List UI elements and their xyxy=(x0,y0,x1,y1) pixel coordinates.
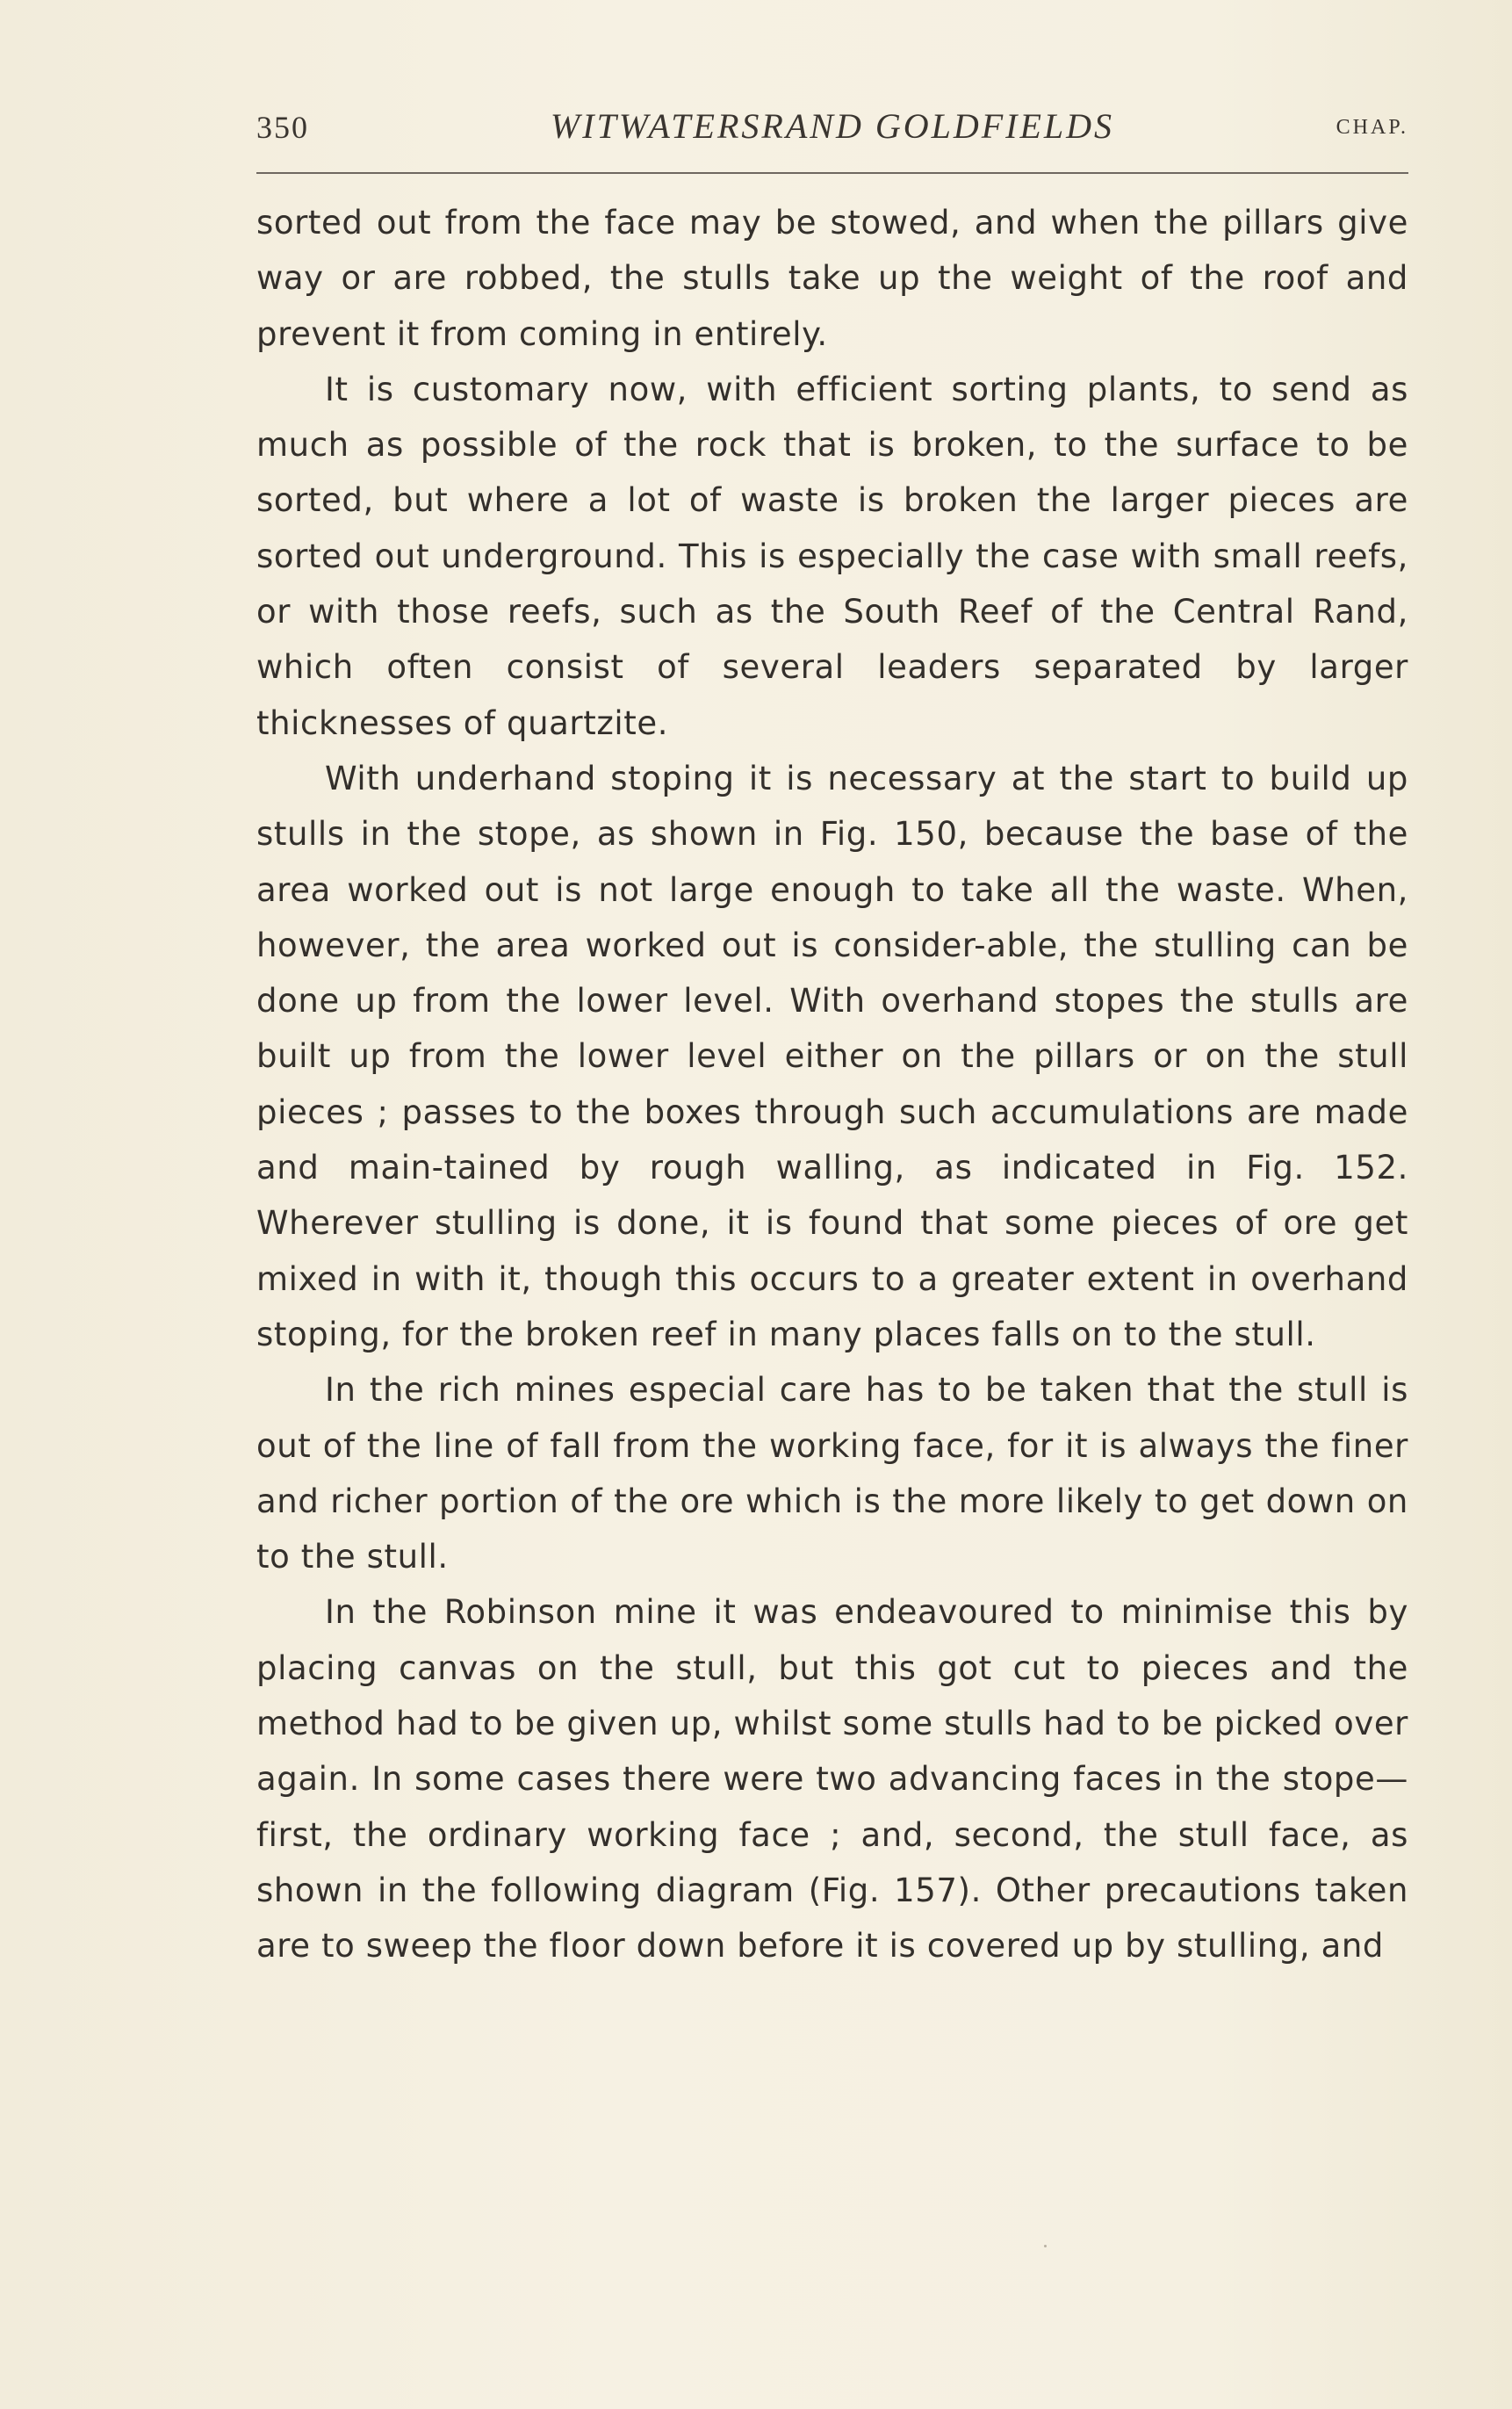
running-title: WITWATERSRAND GOLDFIELDS xyxy=(550,106,1115,146)
page-number: 350 xyxy=(256,110,309,145)
paragraph-underhand-stoping: With underhand stoping it is necessary at the start to build up stulls in the stope, as shown in Fig. 150, because the base of the area worked out is not large enough to take all the waste. When, however, the area worked out is consider-able, the stulling can be done up from the lower level. With overhand stopes the stulls are built up from the lower level either on the pillars or on the stull pieces ; passes to the boxes through such accumulations are made and main-tained by rough walling, as indicated in Fig. 152. Wherever stulling is done, it is found that some pieces of ore get mixed in with it, though this occurs to a greater extent in overhand stoping, for the broken reef in many places falls on to the stull. xyxy=(256,759,1408,1353)
header-rule xyxy=(256,172,1408,174)
page-header xyxy=(256,104,1408,156)
paper-speck xyxy=(1044,2245,1047,2247)
chapter-label: CHAP. xyxy=(1336,116,1408,139)
paragraph-rich-mines: In the rich mines especial care has to be taken that the stull is out of the line of fall from the working face, for it is always the finer and richer portion of the ore which is the more likely to get down on to the stull. xyxy=(256,1371,1408,1576)
paragraph-continuation: sorted out from the face may be stowed, and when the pillars give way or are robbed, the stulls take up the weight of the roof and prevent it from coming in entirely. xyxy=(256,204,1408,353)
paragraph-robinson-mine: In the Robinson mine it was endeavoured to minimise this by placing canvas on the stull, but this got cut to pieces and the method had to be given up, whilst some stulls had to be picked over again. In some cases there were two advancing faces in the stope—first, the ordinary working face ; and, second, the stull face, as shown in the following diagram (Fig. 157). Other precautions taken are to sweep the floor down before it is covered up by stulling, and xyxy=(256,1593,1408,1965)
body-text xyxy=(256,195,1408,1974)
paragraph-sorting-plants: It is customary now, with efficient sorting plants, to send as much as possible of the rock that is broken, to the surface to be sorted, but where a lot of waste is broken the larger pieces are sorted out underground. This is especially the case with small reefs, or with those reefs, such as the South Reef of the Central Rand, which often consist of several leaders separated by larger thicknesses of quartzite. xyxy=(256,370,1408,742)
